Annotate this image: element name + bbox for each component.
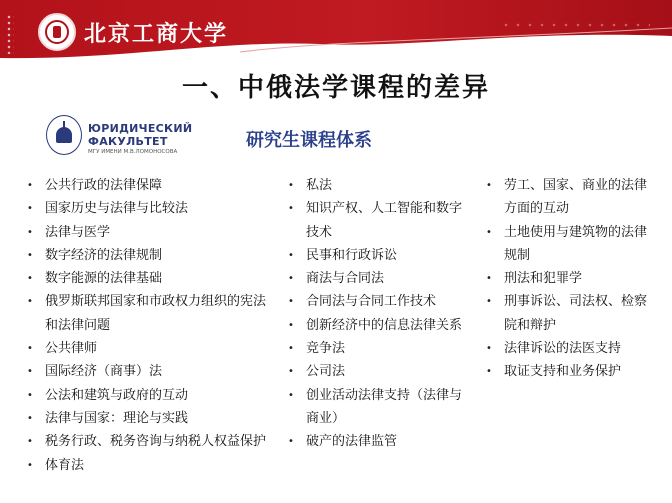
course-name: 公共行政的法律保障 [45, 178, 163, 193]
course-name: 劳工、国家、商业的法律方面的互动 [504, 178, 648, 217]
course-name: 合同法与合同工作技术 [306, 294, 437, 310]
bullet-icon: • [288, 319, 294, 331]
bullet-icon: • [27, 412, 33, 424]
course-name: 国际经济（商事）法 [45, 364, 163, 380]
bullet-icon: • [27, 343, 33, 355]
bullet-icon: • [27, 249, 33, 261]
bullet-icon: • [288, 296, 294, 308]
course-name: 破产的法律监管 [306, 434, 398, 450]
course-name: 公司法 [306, 364, 346, 380]
course-list-item [25, 197, 275, 220]
course-name: 刑事诉讼、司法权、检察院和辩护 [504, 294, 648, 333]
course-list-item [286, 267, 462, 290]
course-list-item [286, 174, 462, 197]
section-subtitle: 研究生课程体系 [246, 130, 372, 151]
course-name: 知识产权、人工智能和数字技术 [306, 201, 463, 240]
course-list-item [25, 384, 275, 407]
course-name: 公法和建筑与政府的互动 [45, 387, 189, 403]
course-list-item [25, 244, 275, 267]
bullet-icon: • [27, 296, 33, 308]
bullet-icon: • [27, 226, 33, 238]
course-name: 法律诉讼的法医支持 [504, 341, 622, 357]
course-name: 税务行政、税务咨询与纳税人权益保护 [45, 434, 267, 450]
bullet-icon: • [486, 366, 492, 378]
course-list-item [25, 267, 275, 290]
bullet-icon: • [27, 366, 33, 378]
faculty-name-line2: ФАКУЛЬТЕТ [88, 135, 168, 148]
faculty-name-line1: ЮРИДИЧЕСКИЙ [88, 122, 193, 135]
course-name: 竞争法 [306, 341, 346, 357]
course-name: 创新经济中的信息法律关系 [306, 317, 463, 333]
course-name: 数字能源的法律基础 [45, 271, 163, 287]
faculty-university-line: МГУ ИМЕНИ М.В.ЛОМОНОСОВА [88, 149, 178, 155]
course-name: 数字经济的法律规制 [45, 247, 163, 263]
bullet-icon: • [27, 459, 33, 471]
course-list-item [286, 244, 462, 267]
bullet-icon: • [486, 296, 492, 308]
dots-decoration-right [500, 20, 650, 30]
course-list-item [25, 430, 275, 453]
course-list-item [25, 407, 275, 430]
header-band [0, 0, 672, 64]
university-name: 北京工商大学 [84, 21, 229, 47]
course-list-item [25, 290, 275, 337]
course-name: 体育法 [45, 457, 85, 473]
university-logo-icon [38, 13, 76, 51]
course-list-item [286, 430, 462, 453]
course-list-item [25, 360, 275, 383]
bullet-icon: • [486, 180, 492, 191]
course-list-item [25, 174, 275, 197]
course-name: 刑法和犯罪学 [504, 271, 583, 287]
course-list-item [286, 360, 462, 383]
course-list-item [484, 221, 654, 268]
bullet-icon: • [288, 389, 294, 401]
bullet-icon: • [288, 436, 294, 448]
course-name: 法律与国家：理论与实践 [45, 410, 189, 426]
course-name: 土地使用与建筑物的法律规制 [504, 224, 648, 263]
course-name: 私法 [306, 178, 333, 193]
bullet-icon: • [27, 203, 33, 215]
dots-decoration-left [6, 14, 14, 54]
course-list-item [286, 314, 462, 337]
course-list-item [25, 454, 275, 477]
course-name: 取证支持和业务保护 [504, 364, 622, 380]
bullet-icon: • [486, 273, 492, 285]
course-list-item [286, 384, 462, 431]
course-list-column-2 [286, 174, 462, 454]
bullet-icon: • [288, 366, 294, 378]
course-list-item [484, 337, 654, 360]
slide-title: 一、中俄法学课程的差异 [181, 73, 490, 103]
course-name: 俄罗斯联邦国家和市政权力组织的宪法和法律问题 [45, 294, 267, 333]
course-list-item [484, 174, 654, 221]
faculty-emblem-icon [46, 115, 82, 155]
course-name: 国家历史与法律与比较法 [45, 201, 189, 217]
course-list-column-1 [25, 174, 275, 477]
bullet-icon: • [486, 226, 492, 238]
course-list-item [286, 197, 462, 244]
course-name: 公共律师 [45, 341, 98, 357]
course-list-item [286, 337, 462, 360]
course-list-column-3 [484, 174, 654, 384]
bullet-icon: • [288, 203, 294, 215]
course-list-item [286, 290, 462, 313]
course-list-item [484, 267, 654, 290]
course-list-item [25, 221, 275, 244]
bullet-icon: • [288, 343, 294, 355]
bullet-icon: • [27, 389, 33, 401]
bullet-icon: • [486, 343, 492, 355]
bullet-icon: • [288, 180, 294, 191]
bullet-icon: • [288, 273, 294, 285]
course-list-item [484, 290, 654, 337]
course-list-item [484, 360, 654, 383]
course-list-item [25, 337, 275, 360]
course-name: 法律与医学 [45, 224, 111, 240]
bullet-icon: • [27, 436, 33, 448]
bullet-icon: • [27, 180, 33, 191]
bullet-icon: • [288, 249, 294, 261]
course-name: 民事和行政诉讼 [306, 247, 398, 263]
course-name: 创业活动法律支持（法律与商业） [306, 387, 463, 426]
bullet-icon: • [27, 273, 33, 285]
course-name: 商法与合同法 [306, 271, 385, 287]
faculty-logo-text [88, 122, 192, 156]
